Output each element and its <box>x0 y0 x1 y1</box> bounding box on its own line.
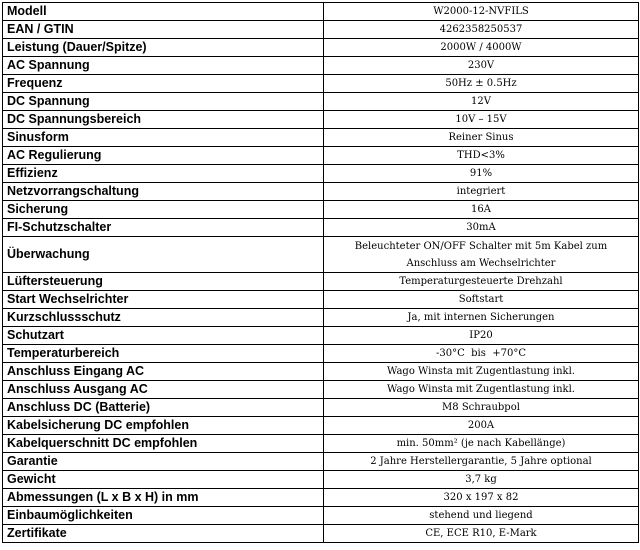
spec-label: Lüftersteuerung <box>3 273 324 291</box>
spec-label: Gewicht <box>3 471 324 489</box>
spec-value: 4262358250537 <box>324 21 639 39</box>
spec-label: Modell <box>3 3 324 21</box>
table-row <box>3 129 639 147</box>
spec-label: Netzvorrangschaltung <box>3 183 324 201</box>
table-row <box>3 507 639 525</box>
spec-value: stehend und liegend <box>324 507 639 525</box>
table-row <box>3 39 639 57</box>
spec-label: Temperaturbereich <box>3 345 324 363</box>
table-row <box>3 309 639 327</box>
spec-label: DC Spannung <box>3 93 324 111</box>
table-row <box>3 93 639 111</box>
spec-label: Anschluss Ausgang AC <box>3 381 324 399</box>
spec-label: Garantie <box>3 453 324 471</box>
table-row <box>3 435 639 453</box>
spec-label: Kabelquerschnitt DC empfohlen <box>3 435 324 453</box>
spec-label: Sinusform <box>3 129 324 147</box>
table-row <box>3 345 639 363</box>
spec-label: Einbaumöglichkeiten <box>3 507 324 525</box>
spec-value: 50Hz ± 0.5Hz <box>324 75 639 93</box>
spec-label: Leistung (Dauer/Spitze) <box>3 39 324 57</box>
spec-value: Reiner Sinus <box>324 129 639 147</box>
table-row <box>3 147 639 165</box>
spec-label: Anschluss DC (Batterie) <box>3 399 324 417</box>
spec-value: 91% <box>324 165 639 183</box>
spec-value: CE, ECE R10, E-Mark <box>324 525 639 543</box>
table-row <box>3 183 639 201</box>
spec-label: AC Regulierung <box>3 147 324 165</box>
spec-value: Ja, mit internen Sicherungen <box>324 309 639 327</box>
spec-value <box>324 237 639 273</box>
spec-label: Überwachung <box>3 237 324 273</box>
spec-value: 2 Jahre Herstellergarantie, 5 Jahre optional <box>324 453 639 471</box>
spec-table-body <box>3 3 639 543</box>
spec-value: Wago Winsta mit Zugentlastung inkl. <box>324 363 639 381</box>
spec-label: Kurzschlussschutz <box>3 309 324 327</box>
spec-label: Anschluss Eingang AC <box>3 363 324 381</box>
table-row <box>3 75 639 93</box>
spec-label: Abmessungen (L x B x H) in mm <box>3 489 324 507</box>
spec-value: integriert <box>324 183 639 201</box>
table-row <box>3 453 639 471</box>
table-row <box>3 111 639 129</box>
table-row <box>3 399 639 417</box>
table-row <box>3 201 639 219</box>
table-row <box>3 21 639 39</box>
spec-label: FI-Schutzschalter <box>3 219 324 237</box>
spec-value: 30mA <box>324 219 639 237</box>
spec-label: AC Spannung <box>3 57 324 75</box>
table-row <box>3 417 639 435</box>
table-row <box>3 57 639 75</box>
table-row <box>3 525 639 543</box>
spec-value: 12V <box>324 93 639 111</box>
spec-value: 320 x 197 x 82 <box>324 489 639 507</box>
spec-value: 230V <box>324 57 639 75</box>
spec-label: EAN / GTIN <box>3 21 324 39</box>
spec-value: THD<3% <box>324 147 639 165</box>
spec-value: Wago Winsta mit Zugentlastung inkl. <box>324 381 639 399</box>
table-row <box>3 273 639 291</box>
table-row <box>3 381 639 399</box>
spec-label: Effizienz <box>3 165 324 183</box>
spec-value: 200A <box>324 417 639 435</box>
spec-value: M8 Schraubpol <box>324 399 639 417</box>
table-row <box>3 489 639 507</box>
spec-label: Kabelsicherung DC empfohlen <box>3 417 324 435</box>
table-row <box>3 237 639 273</box>
table-row <box>3 165 639 183</box>
spec-label: Frequenz <box>3 75 324 93</box>
spec-value: Temperaturgesteuerte Drehzahl <box>324 273 639 291</box>
spec-value: 3,7 kg <box>324 471 639 489</box>
table-row <box>3 291 639 309</box>
spec-value: -30°C bis +70°C <box>324 345 639 363</box>
spec-value: min. 50mm² (je nach Kabellänge) <box>324 435 639 453</box>
table-row <box>3 363 639 381</box>
spec-label: Sicherung <box>3 201 324 219</box>
spec-value: 2000W / 4000W <box>324 39 639 57</box>
spec-value: 16A <box>324 201 639 219</box>
spec-label: DC Spannungsbereich <box>3 111 324 129</box>
table-row <box>3 3 639 21</box>
spec-value-line: Anschluss am Wechselrichter <box>406 257 556 269</box>
spec-label: Start Wechselrichter <box>3 291 324 309</box>
spec-value: IP20 <box>324 327 639 345</box>
spec-value: W2000-12-NVFILS <box>324 3 639 21</box>
spec-label: Zertifikate <box>3 525 324 543</box>
spec-value: 10V – 15V <box>324 111 639 129</box>
table-row <box>3 219 639 237</box>
spec-label: Schutzart <box>3 327 324 345</box>
spec-value: Softstart <box>324 291 639 309</box>
spec-table <box>2 2 639 543</box>
spec-value-line: Beleuchteter ON/OFF Schalter mit 5m Kabel zum <box>354 240 608 252</box>
table-row <box>3 471 639 489</box>
table-row <box>3 327 639 345</box>
